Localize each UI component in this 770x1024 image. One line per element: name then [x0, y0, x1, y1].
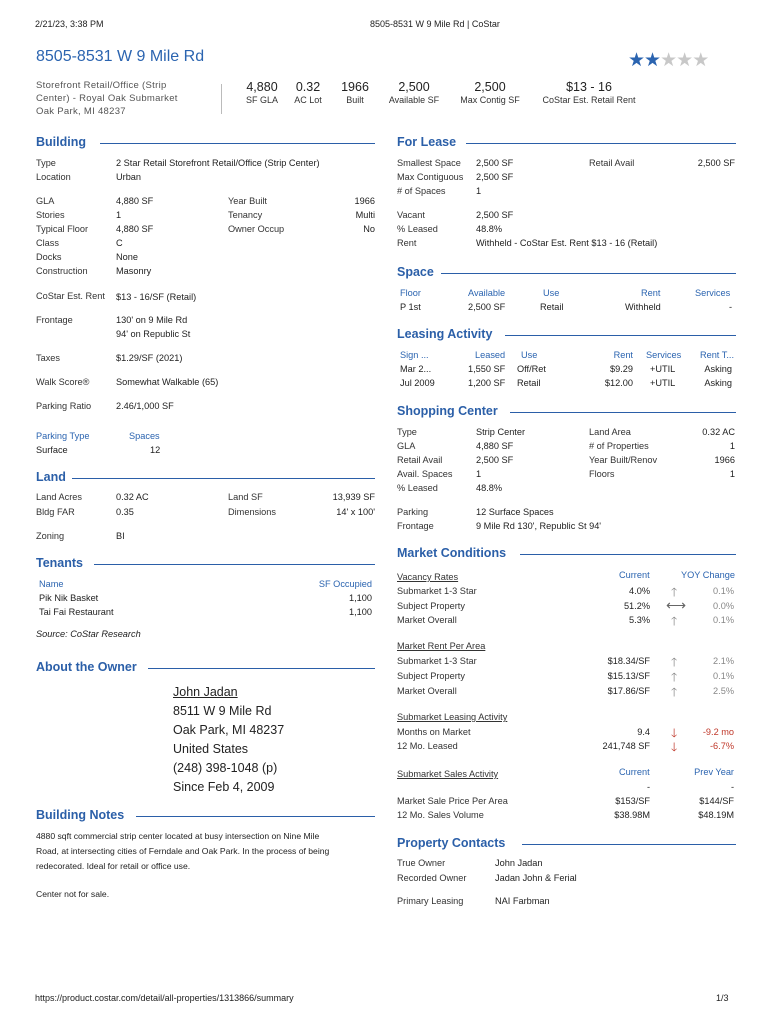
space-available-header: Available [468, 288, 506, 298]
lease-spaces: 1 [476, 186, 482, 196]
vacancy-current: 5.3% [629, 615, 650, 625]
tenants-sf-header: SF Occupied [318, 579, 372, 589]
star-rating [628, 49, 708, 72]
sc-frontage-label: Frontage [397, 521, 434, 531]
market-current-header: Current [619, 570, 650, 580]
land-far-label: Bldg FAR [36, 507, 75, 517]
owner-country: United States [173, 742, 249, 756]
for-lease-heading: For Lease [397, 135, 457, 149]
print-page-title: 8505-8531 W 9 Mile Rd | CoStar [370, 19, 500, 29]
building-frontage-1: 130' on 9 Mile Rd [116, 315, 188, 325]
space-services-header: Services [695, 288, 731, 298]
sales-dash: - [646, 782, 650, 792]
vacancy-label: Market Overall [397, 615, 457, 625]
sc-leased-label: % Leased [397, 483, 438, 493]
lease-spaces-label: # of Spaces [397, 186, 446, 196]
lease-rent: Withheld - CoStar Est. Rent $13 - 16 (Retail) [476, 238, 658, 248]
stat-value: 1966 [341, 80, 369, 94]
arrow-up-icon: 🡑 [671, 614, 678, 628]
building-construction: Masonry [116, 266, 152, 276]
rent-label: Submarket 1-3 Star [397, 656, 477, 666]
tenants-name-header: Name [39, 579, 64, 589]
sc-gla: 4,880 SF [476, 441, 514, 451]
parking-type-header: Parking Type [36, 431, 90, 441]
contact-true-owner: John Jadan [495, 858, 543, 868]
building-docks: None [116, 252, 138, 262]
building-frontage-label: Frontage [36, 315, 73, 325]
notes-line: redecorated. Ideal for retail or office use. [36, 861, 191, 871]
land-sf-label: Land SF [228, 492, 263, 502]
building-year-built-label: Year Built [228, 196, 267, 206]
space-heading: Space [397, 265, 434, 279]
building-type: 2 Star Retail Storefront Retail/Office (Strip Center) [116, 158, 320, 168]
parking-spaces: 12 [150, 445, 161, 455]
vacancy-label: Submarket 1-3 Star [397, 586, 477, 596]
space-floor-header: Floor [400, 288, 421, 298]
la-services: +UTIL [650, 378, 676, 388]
print-page-number: 1/3 [716, 993, 729, 1003]
stat-label: SF GLA [245, 95, 278, 105]
vacancy-change: 0.0% [713, 601, 734, 611]
sales-dash: - [730, 782, 734, 792]
vacancy-current: 4.0% [629, 586, 650, 596]
leasing-current: 241,748 SF [602, 741, 650, 751]
rent-change: 2.1% [713, 656, 734, 666]
la-use: Retail [517, 378, 541, 388]
land-zoning-label: Zoning [36, 531, 65, 541]
building-typical-floor: 4,880 SF [116, 224, 154, 234]
building-owner-occup: No [363, 224, 375, 234]
la-services-header: Services [646, 350, 682, 360]
lease-max-contig-label: Max Contiguous [397, 172, 464, 182]
la-use: Off/Ret [517, 364, 546, 374]
owner-address-1: 8511 W 9 Mile Rd [173, 704, 272, 718]
building-taxes-label: Taxes [36, 353, 60, 363]
tenants-source: Source: CoStar Research [36, 629, 141, 639]
arrow-up-icon: 🡑 [671, 655, 678, 669]
building-heading: Building [36, 135, 86, 149]
sc-type: Strip Center [476, 427, 526, 437]
property-desc-1: Storefront Retail/Office (Strip [36, 80, 167, 91]
notes-line: Road, at intersecting cities of Ferndale and Oak Park. In the process of being [36, 846, 330, 856]
sales-current: $38.98M [614, 810, 650, 820]
building-walk-label: Walk Score® [36, 377, 90, 387]
contact-recorded: Jadan John & Ferial [495, 873, 577, 883]
stat-label: AC Lot [294, 95, 322, 105]
rent-label: Market Overall [397, 686, 457, 696]
section-rule [148, 668, 375, 669]
tenant-name: Pik Nik Basket [39, 593, 99, 603]
land-far: 0.35 [116, 507, 134, 517]
arrow-left-right-icon: ⟷ [666, 597, 687, 613]
notes-heading: Building Notes [36, 808, 125, 822]
sc-avail-spaces: 1 [476, 469, 482, 479]
shopping-center-heading: Shopping Center [397, 404, 498, 418]
sc-avail-spaces-label: Avail. Spaces [397, 469, 453, 479]
building-typical-floor-label: Typical Floor [36, 224, 89, 234]
lease-max-contig: 2,500 SF [476, 172, 514, 182]
divider [221, 84, 222, 114]
contacts-heading: Property Contacts [397, 836, 506, 850]
notes-line: Center not for sale. [36, 889, 110, 899]
building-stories-label: Stories [36, 210, 65, 220]
vacancy-change: 0.1% [713, 586, 734, 596]
star-empty-icon: ★ [660, 50, 677, 71]
la-rent: $9.29 [610, 364, 633, 374]
star-empty-icon: ★ [692, 50, 709, 71]
lease-retail-avail: 2,500 SF [697, 158, 735, 168]
sc-year-label: Year Built/Renov [589, 455, 658, 465]
print-datetime: 2/21/23, 3:38 PM [35, 19, 104, 29]
lease-smallest: 2,500 SF [476, 158, 514, 168]
section-rule [72, 478, 375, 479]
section-rule [466, 143, 736, 144]
section-rule [136, 816, 375, 817]
stat-label: Max Contig SF [460, 95, 520, 105]
sc-floors-label: Floors [589, 469, 615, 479]
building-year-built: 1966 [354, 196, 375, 206]
building-class: C [116, 238, 123, 248]
rent-change: 0.1% [713, 671, 734, 681]
tenant-sf: 1,100 [349, 593, 372, 603]
leasing-current: 9.4 [637, 727, 650, 737]
la-sign: Jul 2009 [400, 378, 435, 388]
sc-land-area-label: Land Area [589, 427, 631, 437]
lease-vacant: 2,500 SF [476, 210, 514, 220]
rent-label: Subject Property [397, 671, 465, 681]
sales-prev: $144/SF [699, 796, 734, 806]
lease-leased-label: % Leased [397, 224, 438, 234]
stat-value: 4,880 [246, 80, 278, 94]
property-desc-2: Center) - Royal Oak Submarket [36, 93, 178, 104]
market-rent-title: Market Rent Per Area [397, 641, 486, 651]
rent-current: $18.34/SF [607, 656, 650, 666]
lease-rent-label: Rent [397, 238, 417, 248]
property-title: 8505-8531 W 9 Mile Rd [36, 48, 205, 65]
la-leased: 1,200 SF [468, 378, 506, 388]
building-location-label: Location [36, 172, 71, 182]
space-rent: Withheld [625, 302, 661, 312]
property-desc-3: Oak Park, MI 48237 [36, 106, 126, 117]
la-rent-header: Rent [613, 350, 633, 360]
sc-retail-avail-label: Retail Avail [397, 455, 443, 465]
building-est-rent: $13 - 16/SF (Retail) [116, 292, 197, 302]
contact-recorded-label: Recorded Owner [397, 873, 467, 883]
la-rent-type: Asking [704, 364, 732, 374]
leasing-label: 12 Mo. Leased [397, 741, 458, 751]
stat-label: CoStar Est. Retail Rent [542, 95, 636, 105]
sc-props-label: # of Properties [589, 441, 649, 451]
rent-change: 2.5% [713, 686, 734, 696]
section-rule [522, 844, 736, 845]
section-rule [441, 273, 736, 274]
stat-value: $13 - 16 [566, 80, 612, 94]
space-use-header: Use [543, 288, 560, 298]
stat-label: Built [346, 95, 364, 105]
stat-label: Available SF [388, 95, 440, 105]
building-stories: 1 [116, 210, 122, 220]
sc-type-label: Type [397, 427, 417, 437]
sc-land-area: 0.32 AC [702, 427, 735, 437]
land-heading: Land [36, 470, 66, 484]
sales-prev-header: Prev Year [694, 767, 734, 777]
sales-current-header: Current [619, 767, 650, 777]
contact-leasing: NAI Farbman [495, 896, 550, 906]
leasing-label: Months on Market [397, 727, 471, 737]
arrow-down-icon: 🡓 [671, 740, 678, 754]
section-rule [520, 554, 736, 555]
submarket-leasing-title: Submarket Leasing Activity [397, 712, 508, 722]
section-rule [505, 335, 736, 336]
lease-vacant-label: Vacant [397, 210, 425, 220]
space-services: - [728, 302, 732, 312]
sc-floors: 1 [729, 469, 735, 479]
sales-label: 12 Mo. Sales Volume [397, 810, 484, 820]
lease-retail-avail-label: Retail Avail [589, 158, 635, 168]
owner-name: John Jadan [173, 685, 238, 699]
arrow-up-icon: 🡑 [671, 685, 678, 699]
section-rule [510, 412, 736, 413]
rent-current: $15.13/SF [607, 671, 650, 681]
land-dim-label: Dimensions [228, 507, 276, 517]
rent-current: $17.86/SF [607, 686, 650, 696]
parking-type: Surface [36, 445, 68, 455]
building-location: Urban [116, 172, 142, 182]
la-sign: Mar 2... [400, 364, 432, 374]
building-parking-ratio-label: Parking Ratio [36, 401, 92, 411]
sc-parking-label: Parking [397, 507, 429, 517]
sc-retail-avail: 2,500 SF [476, 455, 514, 465]
building-frontage-2: 94' on Republic St [116, 329, 191, 339]
arrow-down-icon: 🡓 [671, 726, 678, 740]
lease-leased: 48.8% [476, 224, 503, 234]
leasing-change: -6.7% [709, 741, 734, 751]
submarket-sales-title: Submarket Sales Activity [397, 769, 499, 779]
tenants-heading: Tenants [36, 556, 83, 570]
la-rent-type: Asking [704, 378, 732, 388]
contact-true-owner-label: True Owner [397, 858, 446, 868]
building-taxes: $1.29/SF (2021) [116, 353, 183, 363]
market-yoy-header: YOY Change [681, 570, 735, 580]
vacancy-title: Vacancy Rates [397, 572, 459, 582]
owner-heading: About the Owner [36, 660, 137, 674]
building-class-label: Class [36, 238, 59, 248]
building-docks-label: Docks [36, 252, 62, 262]
lease-smallest-label: Smallest Space [397, 158, 461, 168]
land-sf: 13,939 SF [332, 492, 375, 502]
owner-address-2: Oak Park, MI 48237 [173, 723, 285, 737]
arrow-up-icon: 🡑 [671, 670, 678, 684]
print-url: https://product.costar.com/detail/all-properties/1313866/summary [35, 993, 294, 1003]
section-rule [100, 143, 375, 144]
sc-year: 1966 [714, 455, 735, 465]
building-est-rent-label: CoStar Est. Rent [36, 291, 105, 301]
land-zoning: BI [116, 531, 125, 541]
land-dim: 14' x 100' [336, 507, 375, 517]
building-gla-label: GLA [36, 196, 55, 206]
vacancy-label: Subject Property [397, 601, 465, 611]
star-filled-icon: ★ [628, 50, 645, 71]
notes-line: 4880 sqft commercial strip center located at busy intersection on Nine Mile [36, 831, 320, 841]
sc-leased: 48.8% [476, 483, 503, 493]
market-heading: Market Conditions [397, 546, 507, 560]
space-available: 2,500 SF [468, 302, 506, 312]
space-floor: P 1st [400, 302, 421, 312]
la-sign-header: Sign ... [400, 350, 429, 360]
leasing-change: -9.2 mo [702, 727, 734, 737]
sc-parking: 12 Surface Spaces [476, 507, 554, 517]
building-gla: 4,880 SF [116, 196, 154, 206]
la-rent: $12.00 [604, 378, 633, 388]
contact-leasing-label: Primary Leasing [397, 896, 464, 906]
la-leased-header: Leased [475, 350, 506, 360]
la-use-header: Use [521, 350, 538, 360]
building-walk: Somewhat Walkable (65) [116, 377, 219, 387]
sc-props: 1 [729, 441, 735, 451]
land-acres: 0.32 AC [116, 492, 149, 502]
owner-since: Since Feb 4, 2009 [173, 780, 275, 794]
stat-value: 2,500 [474, 80, 506, 94]
star-empty-icon: ★ [676, 50, 693, 71]
la-leased: 1,550 SF [468, 364, 506, 374]
building-parking-ratio: 2.46/1,000 SF [116, 401, 174, 411]
land-acres-label: Land Acres [36, 492, 82, 502]
stat-value: 2,500 [398, 80, 430, 94]
stat-value: 0.32 [295, 80, 321, 94]
la-services: +UTIL [650, 364, 676, 374]
star-filled-icon: ★ [644, 50, 661, 71]
sales-label: Market Sale Price Per Area [397, 796, 508, 806]
building-construction-label: Construction [36, 266, 88, 276]
spaces-header: Spaces [129, 431, 160, 441]
vacancy-change: 0.1% [713, 615, 734, 625]
building-tenancy-label: Tenancy [228, 210, 263, 220]
tenant-name: Tai Fai Restaurant [39, 607, 114, 617]
space-use: Retail [540, 302, 564, 312]
arrow-up-icon: 🡑 [671, 585, 678, 599]
space-rent-header: Rent [641, 288, 661, 298]
leasing-activity-heading: Leasing Activity [397, 327, 493, 341]
building-tenancy: Multi [355, 210, 375, 220]
la-rent-type-header: Rent T... [699, 350, 734, 360]
owner-phone: (248) 398-1048 (p) [173, 761, 278, 775]
vacancy-current: 51.2% [623, 601, 650, 611]
building-type-label: Type [36, 158, 56, 168]
tenant-sf: 1,100 [349, 607, 372, 617]
building-owner-occup-label: Owner Occup [228, 224, 285, 234]
sc-gla-label: GLA [397, 441, 416, 451]
sales-prev: $48.19M [698, 810, 734, 820]
sc-frontage: 9 Mile Rd 130', Republic St 94' [476, 521, 602, 531]
section-rule [94, 564, 375, 565]
sales-current: $153/SF [615, 796, 650, 806]
